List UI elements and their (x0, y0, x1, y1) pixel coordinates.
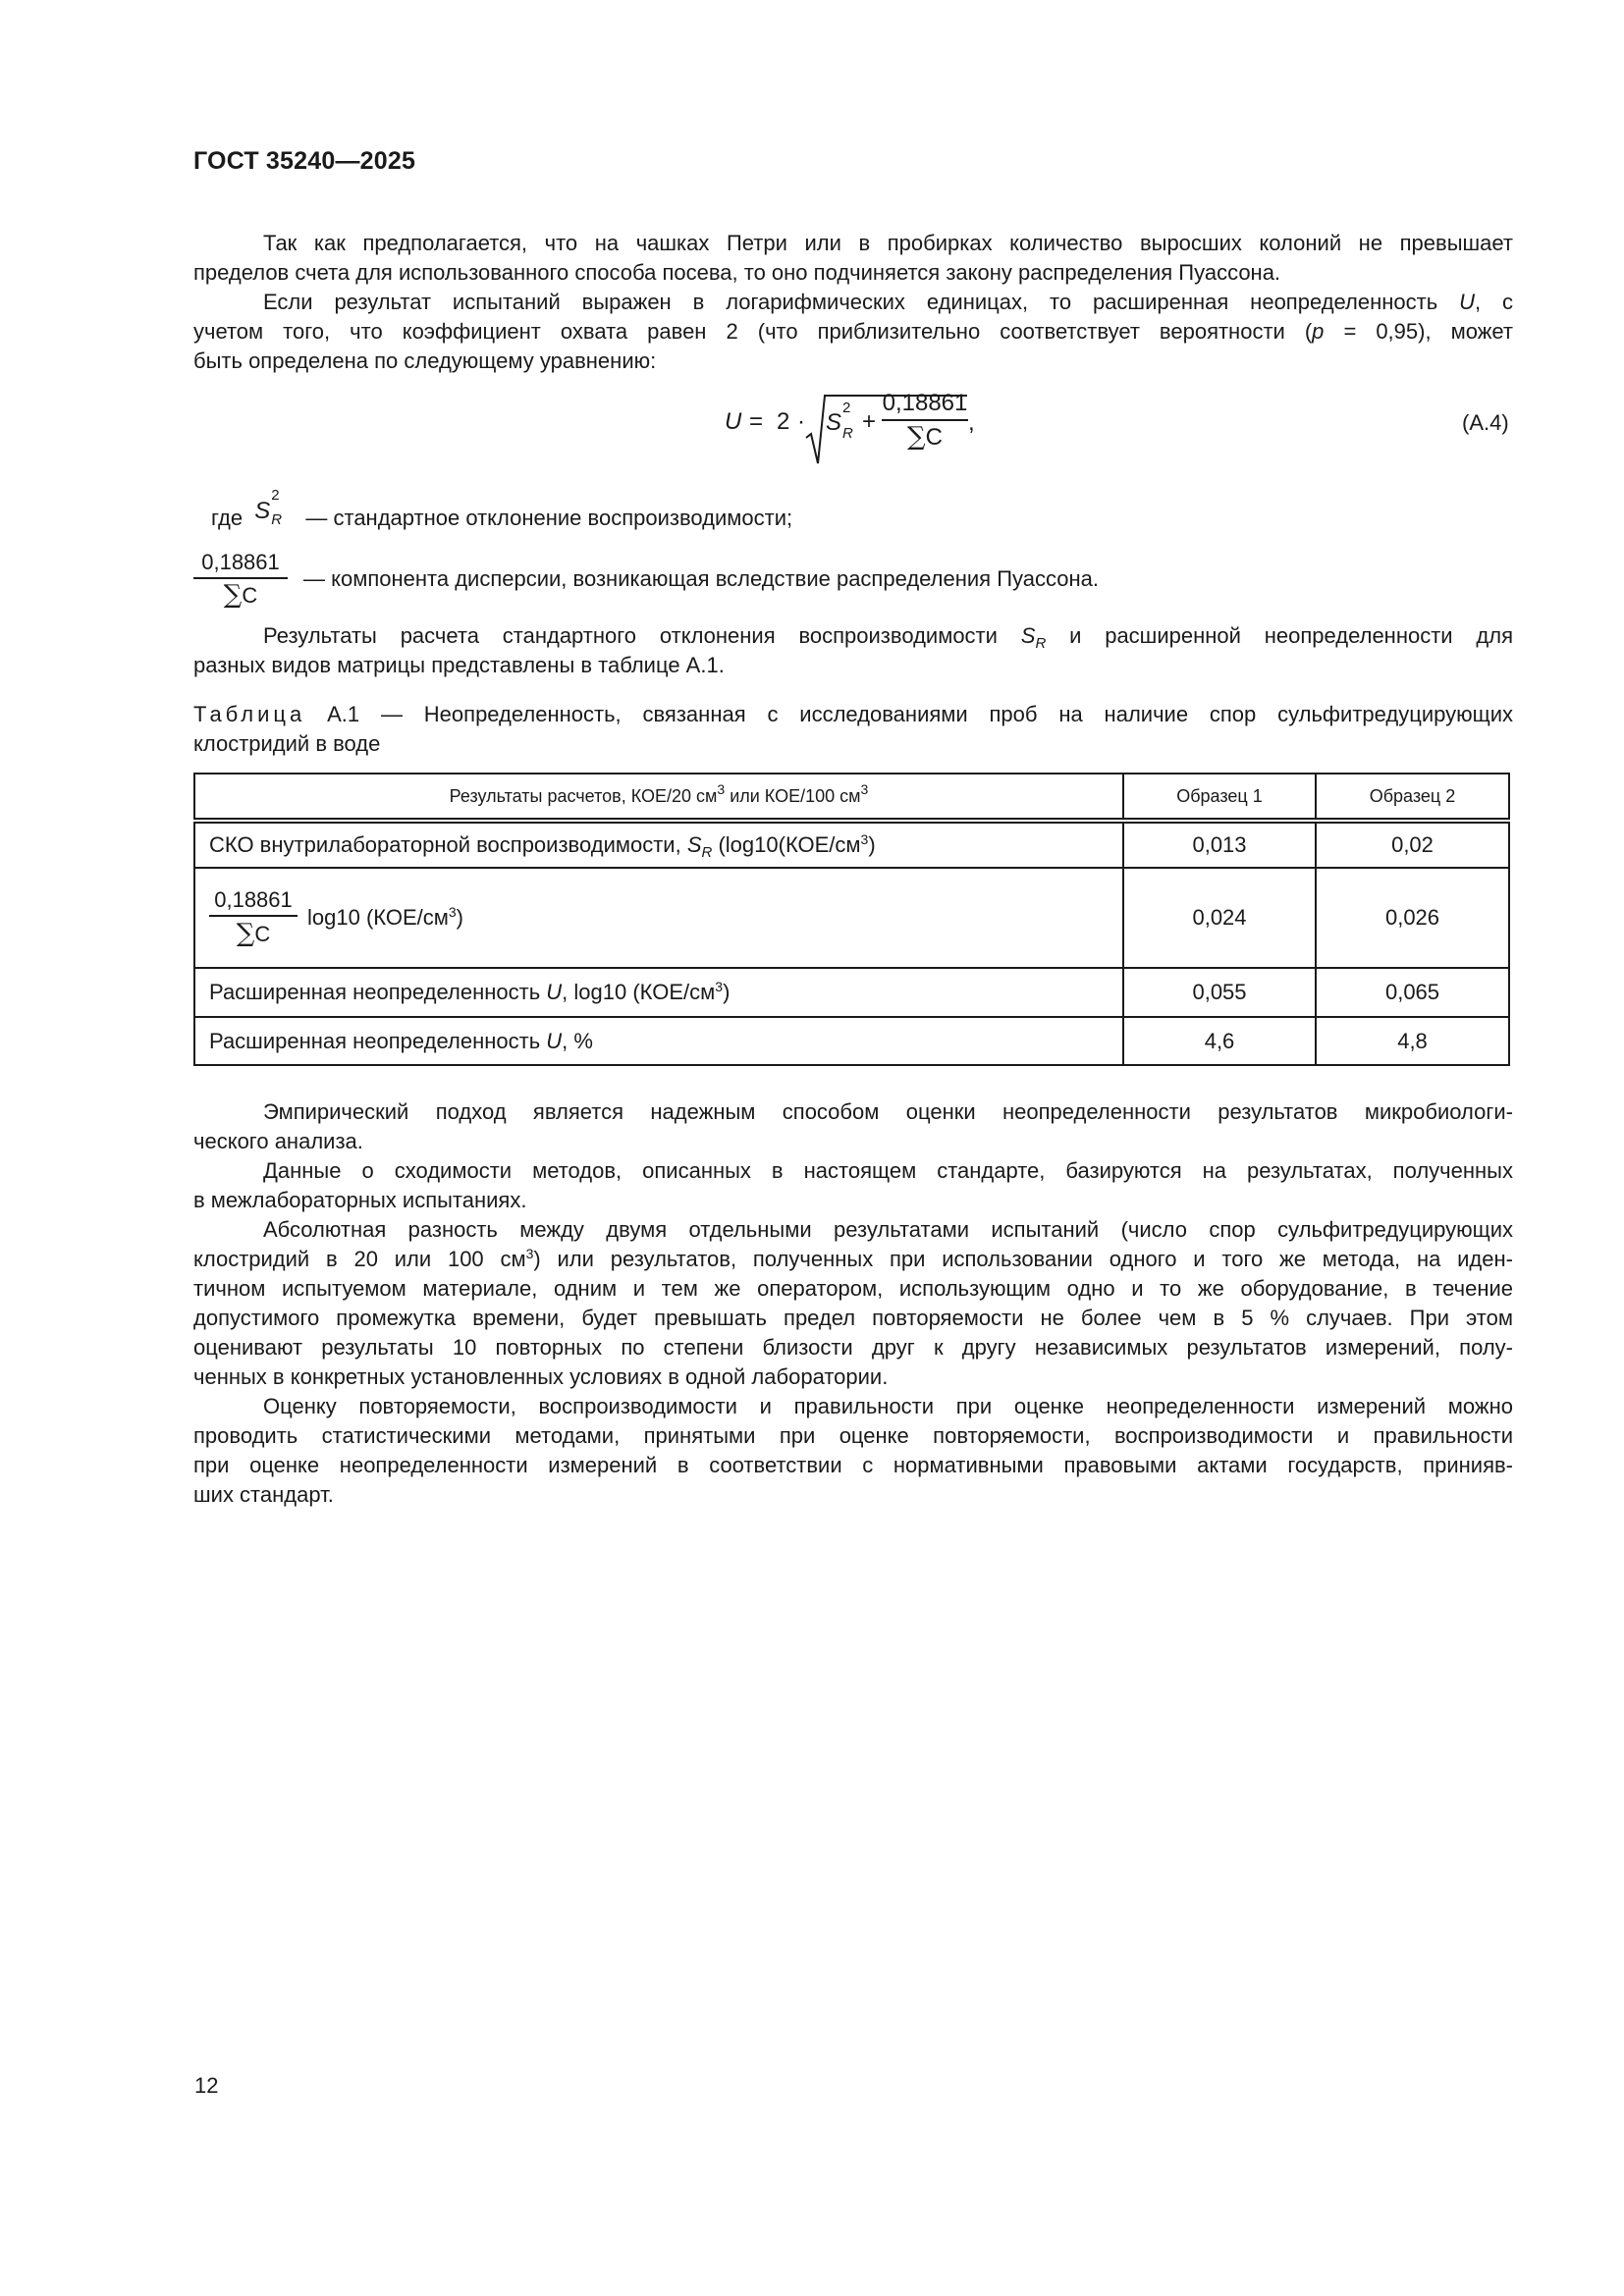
text-line: ченных в конкретных установленных условиях в одной лаборатории. (193, 1364, 889, 1389)
fraction-numerator: 0,18861 (201, 550, 280, 574)
variable-u: U (1459, 290, 1475, 314)
formula-s-sup: 2 (842, 400, 851, 416)
text: ) или результатов, полученных при использовании одного и того же метода, на иден- (533, 1247, 1513, 1271)
superscript: 3 (860, 831, 869, 847)
row-label (194, 821, 1123, 868)
table-row (194, 821, 1509, 868)
fraction-numerator: 0,18861 (882, 390, 968, 416)
subscript: R (701, 844, 713, 861)
formula-s: S (826, 409, 842, 436)
fraction-bar (193, 577, 288, 579)
fraction-numerator: 0,18861 (214, 887, 293, 912)
text: = 0,95), может (1324, 319, 1514, 344)
text: 2 (271, 487, 280, 504)
text-line: допустимого промежутка времени, будет превышать предел повторяемости не более чем в 5 % случаев. При этом (193, 1306, 1513, 1330)
sigma-icon: ∑ (907, 422, 926, 452)
row-label (194, 968, 1123, 1017)
where-clause-fraction (193, 550, 1273, 618)
text: ) (868, 832, 876, 857)
cell-sample-2: 0,065 (1316, 968, 1509, 1017)
text: , log10 (КОЕ/см (562, 980, 716, 1004)
variable-s: S (1020, 623, 1036, 648)
variable-p: p (1312, 319, 1325, 344)
text: стандартное отклонение воспроизводимости; (333, 506, 793, 530)
uncertainty-table (193, 773, 1510, 1066)
text: Если результат испытаний выражен в логарифмических единицах, то расширенная неопределенность (263, 290, 1460, 314)
text-line: Так как предполагается, что на чашках Петри или в пробирках количество выросших колоний не превышает (263, 231, 1513, 255)
fraction-bar (882, 419, 968, 421)
text: Расширенная неопределенность (209, 1028, 547, 1053)
where-clause-sr (211, 487, 1095, 535)
row-label (194, 868, 1123, 968)
cell-sample-1: 0,013 (1123, 821, 1316, 868)
sigma-icon: ∑ (223, 580, 243, 610)
text-line: при оценке неопределенности измерений в соответствии с нормативными правовыми актами государств, принияв- (193, 1453, 1513, 1477)
text: ) (723, 980, 731, 1004)
text (303, 566, 1099, 592)
text: — (305, 506, 328, 530)
variable-u: U (546, 980, 563, 1004)
formula-lhs: U (725, 408, 742, 435)
text-line (193, 317, 1513, 347)
document-code-header: ГОСТ 35240—2025 (193, 147, 416, 175)
text-line: клостридий в воде (193, 731, 381, 756)
fraction (193, 550, 288, 610)
text-line: быть определена по следующему уравнению: (193, 348, 657, 373)
superscript: 3 (448, 904, 457, 920)
text: log10 (КОЕ/см (307, 905, 449, 930)
text: клостридий в 20 или 100 см (193, 1247, 526, 1271)
text: S (254, 498, 271, 524)
formula-fraction (882, 390, 968, 452)
text-line (193, 1245, 1513, 1274)
text: компонента дисперсии, возникающая вследствие распределения Пуассона. (331, 566, 1099, 591)
text: (log10(КОЕ/см (712, 832, 861, 857)
text: , с (1474, 290, 1513, 314)
text-line: пределов счета для использованного способа посева, то оно подчиняется закону распределения Пуассона. (193, 260, 1281, 285)
formula-s-sub: R (842, 425, 853, 442)
fraction-denominator (209, 919, 298, 948)
cell-sample-2: 4,8 (1316, 1017, 1509, 1065)
page-number: 12 (194, 2073, 219, 2098)
header-sample-1: Образец 1 (1123, 774, 1316, 821)
sigma-icon: ∑ (236, 919, 255, 948)
text (307, 905, 463, 930)
text: учетом того, что коэффициент охвата равен 2 (что приблизительно соответствует вероятности ( (193, 319, 1313, 344)
superscript: 3 (860, 780, 869, 797)
square-root-icon (805, 395, 827, 465)
text-line: проводить статистическими методами, принятыми при оценке повторяемости, воспроизводимости и правильности (193, 1423, 1513, 1448)
variable-s: S (686, 832, 702, 857)
text-line: оценивают результаты 10 повторных по степени близости друг к другу независимых результатов измерений, полу- (193, 1335, 1513, 1360)
cell-sample-1: 4,6 (1123, 1017, 1316, 1065)
text: А.1 — Неопределенность, связанная с исследованиями проб на наличие спор сульфитредуцирующих (305, 702, 1513, 726)
text: — (303, 566, 325, 591)
table-header-row (194, 774, 1509, 821)
text: C (242, 583, 258, 608)
formula-factor: 2 (777, 408, 790, 435)
formula-comma: , (968, 409, 975, 436)
fraction-bar (209, 915, 298, 917)
fraction-denominator (193, 580, 288, 610)
text-line (193, 700, 1513, 729)
text: и расширенной неопределенности для (1046, 623, 1513, 648)
text-line: Эмпирический подход является надежным способом оценки неопределенности результатов микробиологи- (263, 1099, 1513, 1124)
header-sample-2: Образец 2 (1316, 774, 1509, 821)
text-line (263, 288, 1513, 317)
formula-plus: + (862, 408, 877, 435)
caption-label: Таблица (193, 702, 306, 726)
formula-equals: = (749, 408, 764, 435)
formula-a4 (725, 388, 980, 466)
text-line: тичном испытуемом материале, одним и тем же оператором, использующим одно и то же оборудование, в течение (193, 1276, 1513, 1301)
text: Результаты расчета стандартного отклонения воспроизводимости (263, 623, 1021, 648)
text-line: разных видов матрицы представлены в таблице А.1. (193, 653, 725, 677)
table-row (194, 868, 1509, 968)
fraction-denominator (882, 422, 968, 452)
cell-sample-2: 0,026 (1316, 868, 1509, 968)
text: R (271, 511, 283, 528)
text-line (263, 621, 1513, 651)
cell-sample-1: 0,055 (1123, 968, 1316, 1017)
text: , % (562, 1028, 593, 1053)
text-line: Оценку повторяемости, воспроизводимости и правильности при оценке неопределенности измерений можно (263, 1394, 1513, 1418)
text: или КОЕ/100 см (725, 785, 861, 806)
text: где (211, 506, 244, 530)
superscript: 3 (715, 979, 724, 994)
fraction (209, 887, 298, 948)
text-line: ших стандарт. (193, 1482, 334, 1507)
table-row (194, 968, 1509, 1017)
text: Результаты расчетов, КОЕ/20 см (449, 785, 718, 806)
text: ) (456, 905, 463, 930)
text: Расширенная неопределенность (209, 980, 547, 1004)
variable-sr2 (254, 487, 290, 528)
text-line: в межлабораторных испытаниях. (193, 1188, 527, 1212)
variable-u: U (546, 1028, 563, 1053)
equation-number: (А.4) (1462, 410, 1509, 435)
text: СКО внутрилабораторной воспроизводимости, (209, 832, 687, 857)
superscript: 3 (717, 780, 726, 797)
cell-sample-1: 0,024 (1123, 868, 1316, 968)
superscript: 3 (525, 1246, 534, 1261)
row-label (194, 1017, 1123, 1065)
text: C (925, 424, 943, 451)
subscript: R (1035, 635, 1047, 652)
text-line: Абсолютная разность между двумя отдельными результатами испытаний (число спор сульфитредуцирующих (263, 1217, 1513, 1242)
text-line: Данные о сходимости методов, описанных в настоящем стандарте, базируются на результатах, полученных (263, 1158, 1513, 1183)
text: C (254, 922, 271, 946)
cell-sample-2: 0,02 (1316, 821, 1509, 868)
header-results (194, 774, 1123, 821)
text-line: ческого анализа. (193, 1129, 363, 1153)
table-row (194, 1017, 1509, 1065)
formula-dot: · (797, 408, 805, 435)
